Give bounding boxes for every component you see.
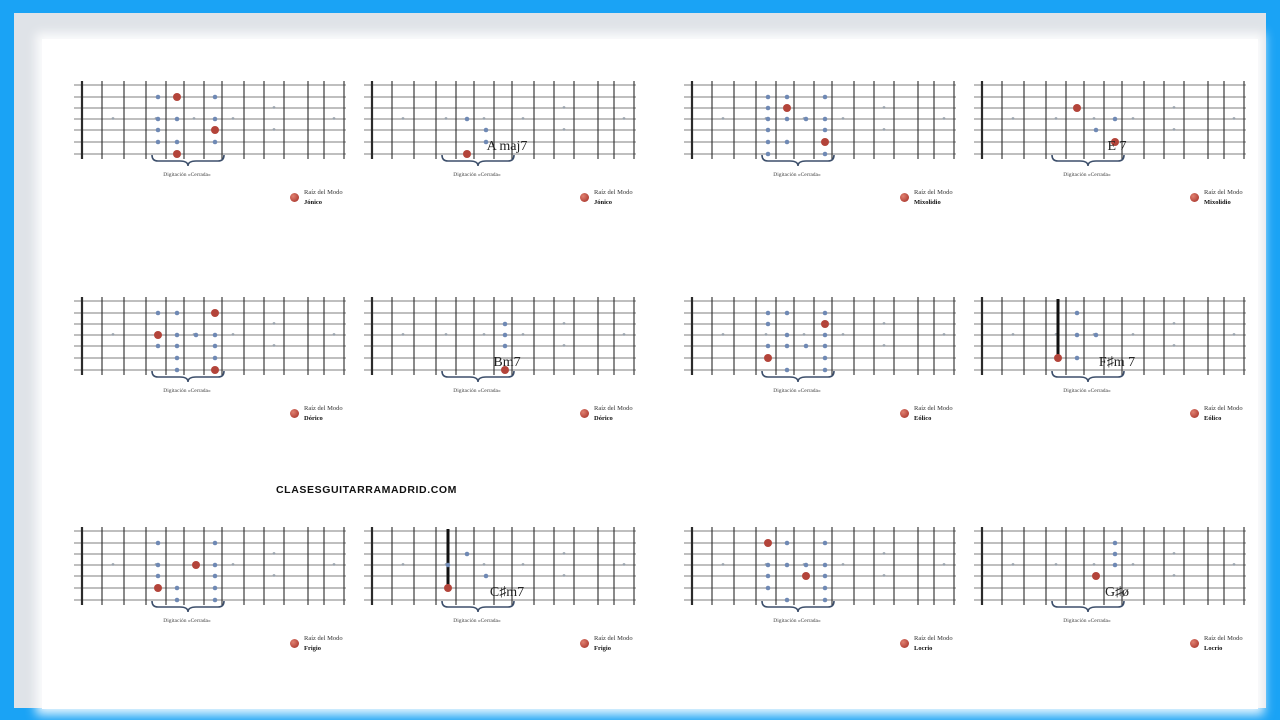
scale-note-dot [823, 152, 828, 157]
legend-mode-name: Locrio [914, 645, 933, 652]
position-marker [483, 333, 486, 336]
fingering-label: Digitación «Cerrada» [163, 388, 211, 394]
scale-note-dot [823, 311, 828, 316]
position-marker [803, 333, 806, 336]
scale-note-dot [766, 117, 771, 122]
legend-mode-name: Dórico [594, 415, 613, 422]
scale-note-dot [1113, 552, 1118, 557]
legend-title: Raíz del Modo [304, 189, 343, 196]
scale-note-dot [213, 598, 218, 603]
scale-note-dot [213, 586, 218, 591]
scale-sheet [42, 39, 1258, 709]
scale-note-dot [213, 140, 218, 145]
fingering-brace [762, 371, 834, 382]
position-marker [273, 344, 276, 347]
position-marker [402, 563, 405, 566]
position-marker [445, 333, 448, 336]
fingering-brace [762, 601, 834, 612]
scale-note-dot [823, 117, 828, 122]
position-marker [1012, 333, 1015, 336]
legend-title: Raíz del Modo [914, 635, 953, 642]
scale-note-dot [213, 344, 218, 349]
legend-title: Raíz del Modo [304, 405, 343, 412]
position-marker [883, 106, 886, 109]
position-marker [1132, 563, 1135, 566]
scale-note-dot [213, 563, 218, 568]
position-marker [1173, 344, 1176, 347]
scale-note-dot [156, 344, 161, 349]
fingering-brace [442, 155, 514, 166]
scale-note-dot [213, 541, 218, 546]
position-marker [842, 563, 845, 566]
root-note-dot [173, 93, 181, 101]
position-marker [883, 552, 886, 555]
scale-note-dot [1075, 311, 1080, 316]
position-marker [273, 106, 276, 109]
position-marker [232, 117, 235, 120]
scale-note-dot [823, 333, 828, 338]
legend-root-dot [580, 639, 589, 648]
scale-note-dot [1094, 333, 1099, 338]
position-marker [1093, 117, 1096, 120]
scale-note-dot [785, 311, 790, 316]
root-note-dot [783, 104, 791, 112]
legend-mode-name: Frigio [304, 645, 321, 652]
position-marker [563, 106, 566, 109]
legend-root-dot [580, 409, 589, 418]
legend-root-dot [900, 193, 909, 202]
position-marker [883, 344, 886, 347]
position-marker [563, 322, 566, 325]
scale-note-dot [766, 322, 771, 327]
scale-note-dot [823, 574, 828, 579]
fingering-brace [1052, 601, 1124, 612]
fingering-brace [152, 601, 224, 612]
position-marker [483, 117, 486, 120]
fretboard [82, 61, 372, 171]
legend-root-dot [580, 193, 589, 202]
legend-root-dot [1190, 193, 1199, 202]
scale-note-dot [156, 128, 161, 133]
position-marker [842, 333, 845, 336]
position-marker [273, 322, 276, 325]
outer-frame [14, 13, 1266, 708]
position-marker [333, 563, 336, 566]
fingering-label: Digitación «Cerrada» [453, 618, 501, 624]
scale-note-dot [213, 574, 218, 579]
scale-note-dot [156, 117, 161, 122]
root-note-dot [211, 126, 219, 134]
scale-note-dot [766, 563, 771, 568]
scale-note-dot [804, 117, 809, 122]
legend-mode-name: Jónico [594, 199, 613, 206]
scale-note-dot [785, 95, 790, 100]
position-marker [402, 117, 405, 120]
scale-note-dot [156, 541, 161, 546]
scale-note-dot [823, 128, 828, 133]
scale-note-dot [1094, 128, 1099, 133]
fingering-label: Digitación «Cerrada» [1063, 172, 1111, 178]
fingering-label: Digitación «Cerrada» [163, 618, 211, 624]
position-marker [1173, 322, 1176, 325]
fingering-label: Digitación «Cerrada» [773, 388, 821, 394]
position-marker [1055, 563, 1058, 566]
scale-note-dot [823, 563, 828, 568]
fretboard-diagram-11 [692, 507, 982, 687]
scale-note-dot [175, 344, 180, 349]
scale-note-dot [785, 117, 790, 122]
chord-name: C♯m7 [489, 585, 525, 600]
legend-title: Raíz del Modo [1204, 635, 1243, 642]
root-note-dot [1073, 104, 1081, 112]
legend-root-dot [900, 409, 909, 418]
fretboard-diagram-8 [982, 277, 1272, 457]
fingering-label: Digitación «Cerrada» [1063, 388, 1111, 394]
legend-root-dot [290, 639, 299, 648]
fingering-label: Digitación «Cerrada» [163, 172, 211, 178]
position-marker [1132, 333, 1135, 336]
scale-note-dot [766, 344, 771, 349]
fretboard [82, 507, 372, 617]
scale-note-dot [785, 140, 790, 145]
position-marker [1012, 563, 1015, 566]
fretboard [692, 277, 982, 387]
fingering-label: Digitación «Cerrada» [453, 172, 501, 178]
fretboard-diagram-6 [372, 277, 662, 457]
root-note-dot [764, 539, 772, 547]
legend-title: Raíz del Modo [1204, 189, 1243, 196]
scale-note-dot [804, 563, 809, 568]
position-marker [1173, 552, 1176, 555]
scale-note-dot [766, 106, 771, 111]
scale-note-dot [823, 541, 828, 546]
scale-note-dot [465, 117, 470, 122]
scale-note-dot [484, 128, 489, 133]
scale-note-dot [804, 344, 809, 349]
legend-title: Raíz del Modo [304, 635, 343, 642]
position-marker [563, 552, 566, 555]
legend-mode-name: Mixolidio [914, 199, 941, 206]
chord-name: E 7 [1107, 139, 1127, 154]
scale-note-dot [156, 140, 161, 145]
legend-title: Raíz del Modo [1204, 405, 1243, 412]
root-note-dot [173, 150, 181, 158]
legend-mode-name: Eólico [914, 415, 932, 422]
scale-note-dot [503, 333, 508, 338]
position-marker [1173, 128, 1176, 131]
fretboard-diagram-9 [82, 507, 372, 687]
fretboard-diagram-7 [692, 277, 982, 457]
scale-note-dot [194, 333, 199, 338]
position-marker [273, 128, 276, 131]
scale-note-dot [823, 356, 828, 361]
scale-note-dot [213, 356, 218, 361]
fingering-brace [152, 155, 224, 166]
position-marker [483, 563, 486, 566]
legend-root-dot [900, 639, 909, 648]
position-marker [563, 574, 566, 577]
position-marker [1233, 563, 1236, 566]
position-marker [563, 344, 566, 347]
scale-note-dot [175, 333, 180, 338]
chord-name: F♯m 7 [1098, 355, 1136, 370]
position-marker [273, 552, 276, 555]
scale-note-dot [175, 368, 180, 373]
position-marker [273, 574, 276, 577]
scale-note-dot [213, 333, 218, 338]
position-marker [232, 333, 235, 336]
scale-note-dot [175, 140, 180, 145]
scale-note-dot [766, 95, 771, 100]
scale-note-dot [785, 344, 790, 349]
fretboard-diagram-3 [692, 61, 982, 241]
position-marker [1055, 117, 1058, 120]
root-note-dot [192, 561, 200, 569]
chord-name: A maj7 [486, 139, 528, 154]
chord-name: G♯ø [1104, 585, 1130, 600]
position-marker [943, 563, 946, 566]
scale-note-dot [156, 563, 161, 568]
position-marker [883, 574, 886, 577]
legend-title: Raíz del Modo [914, 189, 953, 196]
position-marker [623, 333, 626, 336]
scale-note-dot [766, 311, 771, 316]
position-marker [1012, 117, 1015, 120]
legend-mode-name: Frigio [594, 645, 611, 652]
fretboard [82, 277, 372, 387]
legend-mode-name: Locrio [1204, 645, 1223, 652]
legend-title: Raíz del Modo [594, 635, 633, 642]
root-note-dot [211, 366, 219, 374]
scale-note-dot [766, 140, 771, 145]
scale-note-dot [465, 552, 470, 557]
legend-title: Raíz del Modo [914, 405, 953, 412]
scale-note-dot [213, 117, 218, 122]
fingering-label: Digitación «Cerrada» [1063, 618, 1111, 624]
root-note-dot [211, 309, 219, 317]
scale-note-dot [175, 586, 180, 591]
scale-note-dot [213, 95, 218, 100]
position-marker [1233, 117, 1236, 120]
scale-note-dot [1113, 117, 1118, 122]
position-marker [522, 117, 525, 120]
scale-note-dot [785, 541, 790, 546]
fretboard-diagram-10 [372, 507, 662, 687]
scale-note-dot [156, 574, 161, 579]
scale-note-dot [1113, 541, 1118, 546]
position-marker [943, 117, 946, 120]
legend-root-dot [1190, 409, 1199, 418]
fretboard-diagram-12 [982, 507, 1272, 687]
scale-note-dot [785, 368, 790, 373]
fingering-brace [442, 601, 514, 612]
legend-root-dot [1190, 639, 1199, 648]
position-marker [522, 333, 525, 336]
position-marker [402, 333, 405, 336]
root-note-dot [821, 320, 829, 328]
scale-note-dot [175, 598, 180, 603]
chord-name: Bm7 [493, 355, 521, 370]
scale-note-dot [1075, 333, 1080, 338]
fretboard-diagram-5 [82, 277, 372, 457]
legend-title: Raíz del Modo [594, 405, 633, 412]
position-marker [722, 117, 725, 120]
fingering-brace [762, 155, 834, 166]
fingering-brace [1052, 371, 1124, 382]
scale-note-dot [766, 152, 771, 157]
site-watermark: CLASESGUITARRAMADRID.COM [276, 484, 458, 496]
fretboard [692, 507, 982, 617]
position-marker [883, 128, 886, 131]
position-marker [445, 117, 448, 120]
scale-note-dot [823, 344, 828, 349]
scale-note-dot [823, 368, 828, 373]
position-marker [623, 563, 626, 566]
root-note-dot [764, 354, 772, 362]
scale-note-dot [484, 574, 489, 579]
position-marker [232, 563, 235, 566]
fretboard-diagram-1 [82, 61, 372, 241]
position-marker [1132, 117, 1135, 120]
root-note-dot [802, 572, 810, 580]
scale-note-dot [156, 311, 161, 316]
root-note-dot [154, 584, 162, 592]
position-marker [842, 117, 845, 120]
fretboard [692, 61, 982, 171]
scale-note-dot [175, 356, 180, 361]
position-marker [522, 563, 525, 566]
legend-mode-name: Eólico [1204, 415, 1222, 422]
scale-note-dot [766, 574, 771, 579]
legend-title: Raíz del Modo [594, 189, 633, 196]
position-marker [333, 333, 336, 336]
scale-note-dot [1113, 563, 1118, 568]
position-marker [1173, 574, 1176, 577]
legend-mode-name: Jónico [304, 199, 323, 206]
position-marker [1233, 333, 1236, 336]
scale-note-dot [766, 586, 771, 591]
legend-mode-name: Mixolidio [1204, 199, 1231, 206]
scale-note-dot [175, 311, 180, 316]
position-marker [1173, 106, 1176, 109]
scale-note-dot [785, 598, 790, 603]
position-marker [943, 333, 946, 336]
root-note-dot [154, 331, 162, 339]
position-marker [765, 333, 768, 336]
position-marker [333, 117, 336, 120]
position-marker [722, 563, 725, 566]
scale-note-dot [766, 128, 771, 133]
scale-note-dot [823, 586, 828, 591]
scale-note-dot [503, 322, 508, 327]
root-note-dot [821, 138, 829, 146]
position-marker [112, 563, 115, 566]
scale-note-dot [503, 344, 508, 349]
scale-note-dot [156, 95, 161, 100]
scale-note-dot [823, 95, 828, 100]
scale-note-dot [446, 563, 451, 568]
position-marker [722, 333, 725, 336]
fingering-label: Digitación «Cerrada» [453, 388, 501, 394]
legend-root-dot [290, 193, 299, 202]
root-note-dot [1092, 572, 1100, 580]
position-marker [883, 322, 886, 325]
fingering-brace [1052, 155, 1124, 166]
position-marker [193, 117, 196, 120]
legend-mode-name: Dórico [304, 415, 323, 422]
scale-note-dot [175, 117, 180, 122]
position-marker [112, 333, 115, 336]
fingering-label: Digitación «Cerrada» [773, 172, 821, 178]
legend-root-dot [290, 409, 299, 418]
position-marker [1093, 563, 1096, 566]
position-marker [563, 128, 566, 131]
position-marker [112, 117, 115, 120]
scale-note-dot [785, 563, 790, 568]
position-marker [623, 117, 626, 120]
fretboard-diagram-4 [982, 61, 1272, 241]
scale-note-dot [785, 333, 790, 338]
scale-note-dot [823, 598, 828, 603]
fingering-label: Digitación «Cerrada» [773, 618, 821, 624]
fretboard-diagram-2 [372, 61, 662, 241]
